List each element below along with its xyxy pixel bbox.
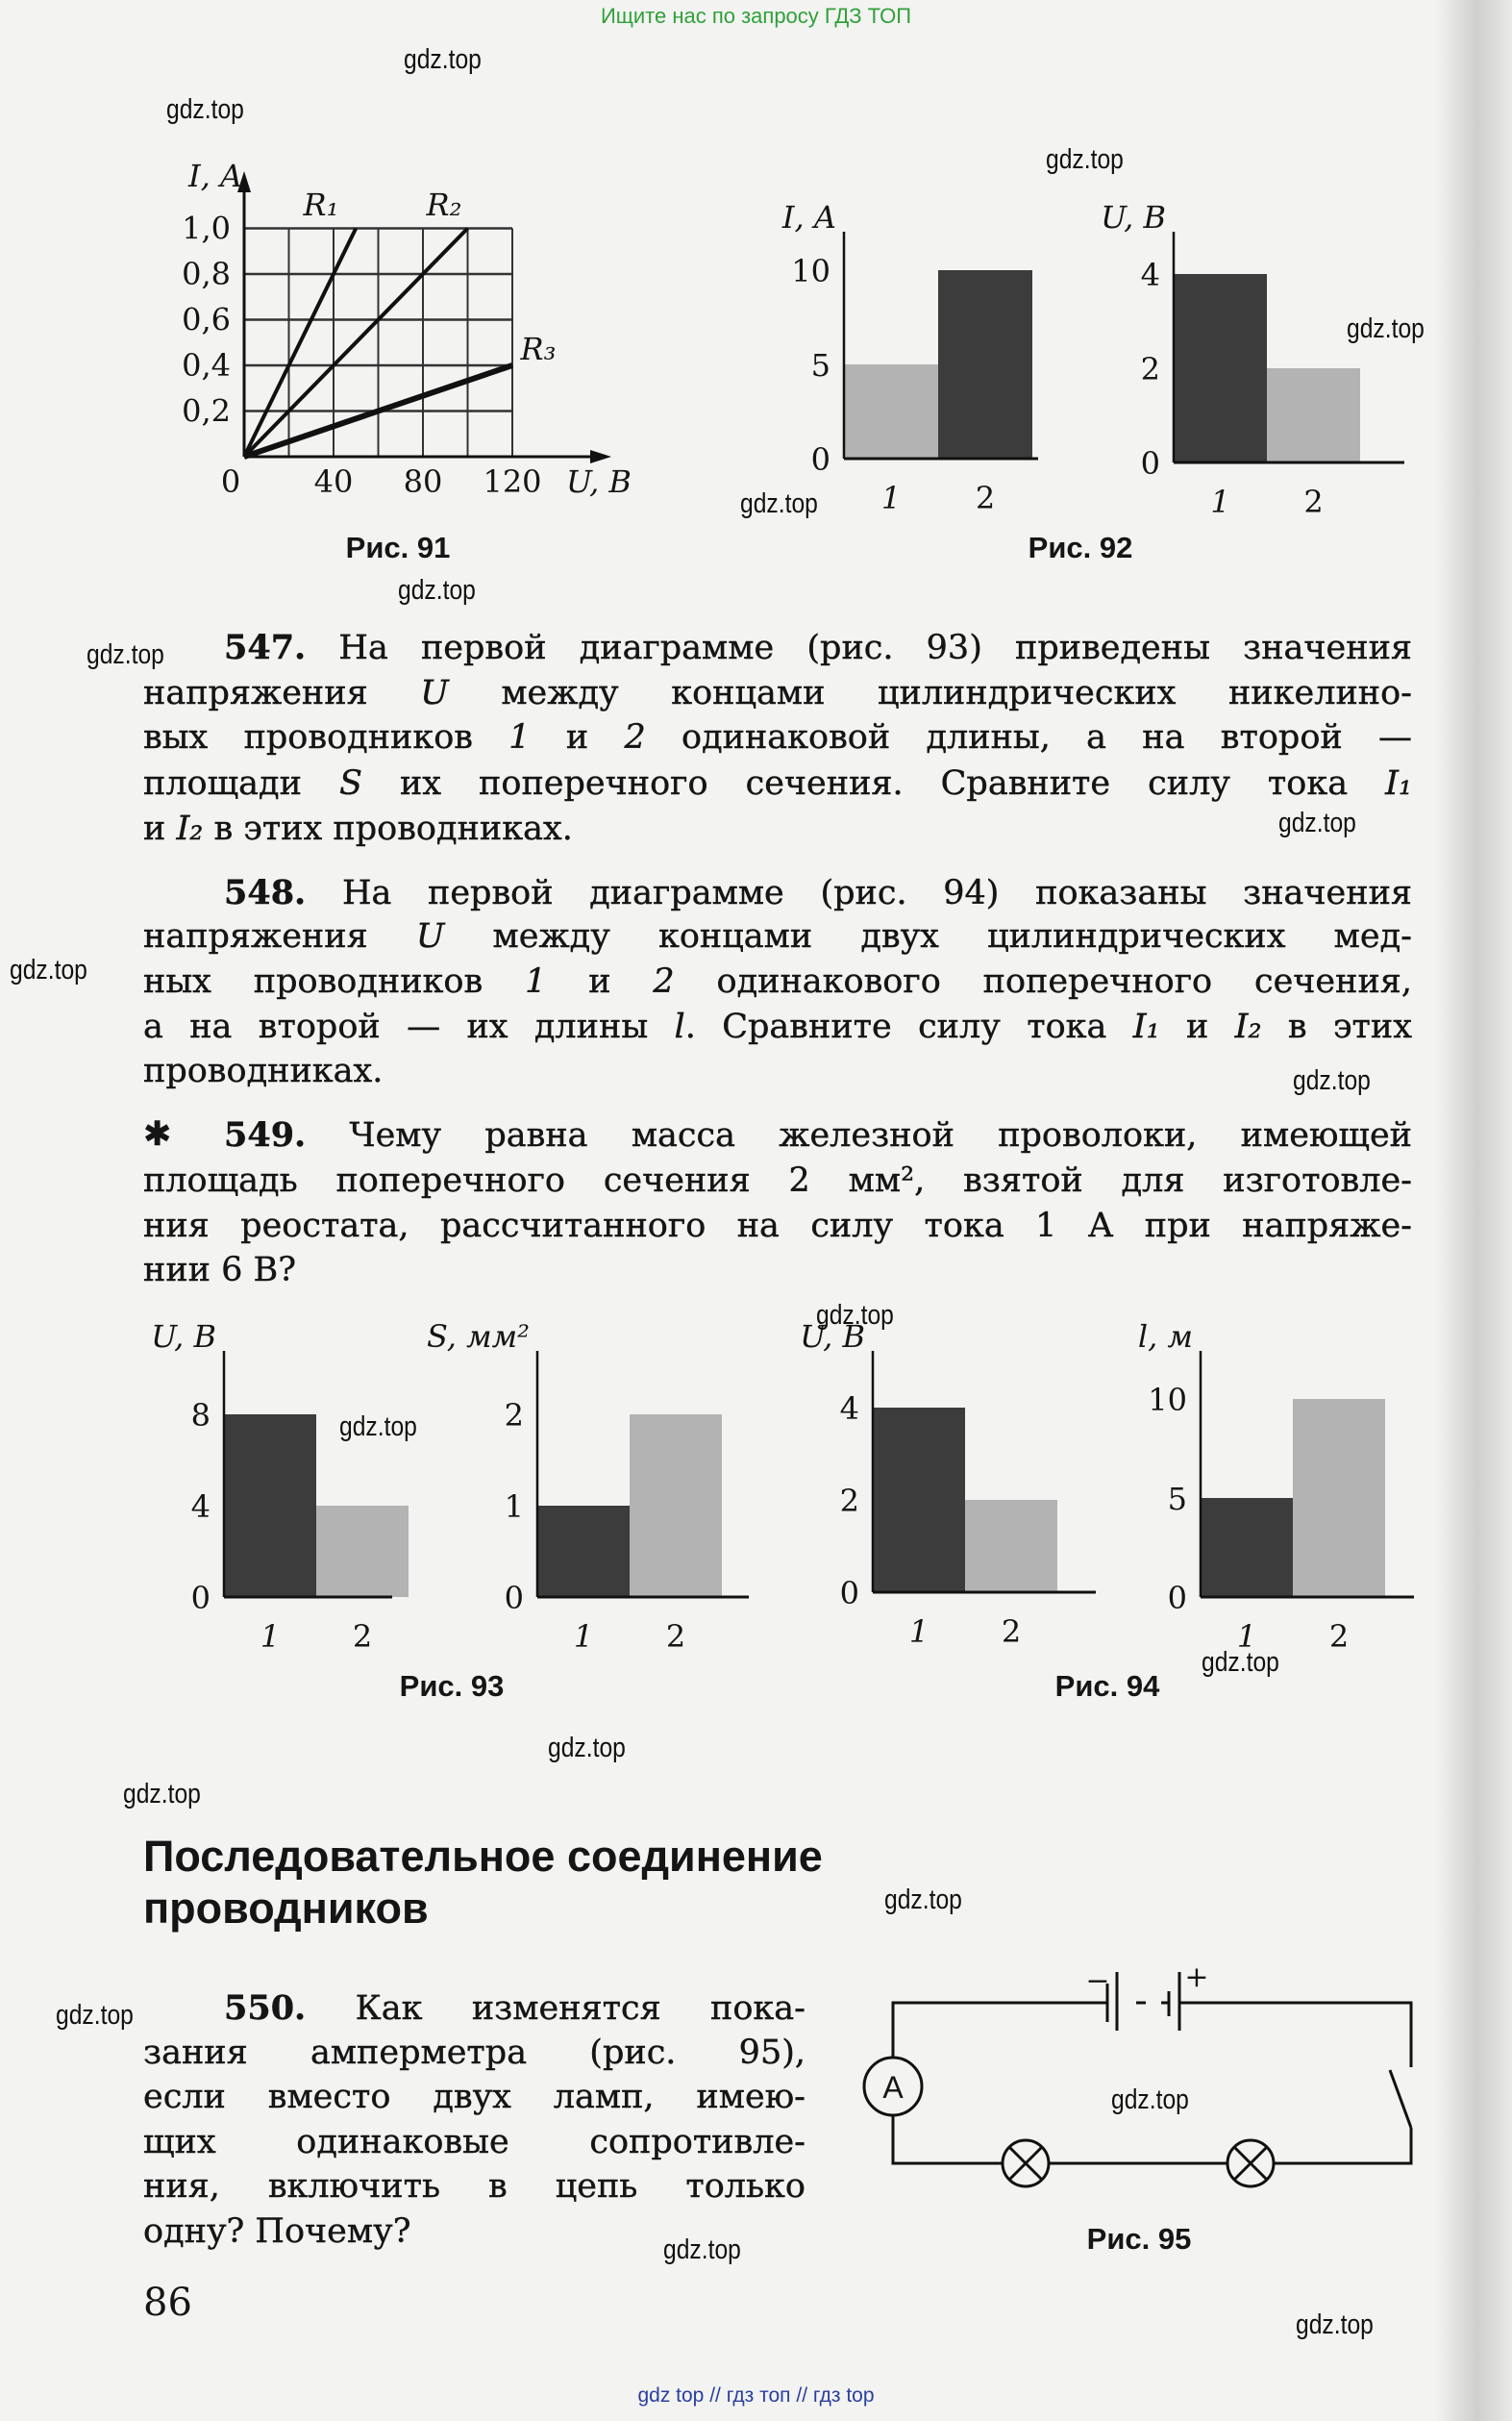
fig93b-category-label: 1 — [573, 1618, 594, 1655]
text-segment: в этих — [1261, 1008, 1412, 1046]
fig91-x-tick: 120 — [483, 463, 542, 500]
fig92b-y-tick: 2 — [1140, 351, 1160, 387]
fig94b-y-tick: 10 — [1148, 1382, 1187, 1418]
watermark-text: gdz.top — [1202, 1647, 1279, 1678]
fig91-line-label: R₁ — [303, 187, 339, 223]
fig92a-category-label: 1 — [880, 480, 902, 516]
text-segment: а на второй — их длины — [143, 1008, 675, 1046]
text-segment: одну? Почему? — [143, 2212, 411, 2251]
fig92b-y-tick: 0 — [1140, 445, 1160, 482]
text-segment: ния, включить в цепь только — [143, 2167, 806, 2206]
text-segment: Как изменятся пока- — [306, 1989, 806, 2028]
fig91-line-label: R₃ — [520, 331, 557, 367]
fig92a-y-tick: 5 — [810, 347, 830, 384]
fig91-x-tick: 40 — [313, 463, 354, 500]
fig93b-category-label: 2 — [665, 1618, 686, 1655]
fig92a-y-label: I, A — [781, 199, 836, 236]
fig94a-y-tick: 0 — [839, 1575, 859, 1611]
fig94b-category-label: 1 — [1236, 1618, 1257, 1655]
problem-548-line — [143, 1008, 1412, 1052]
text-segment: напряжения — [143, 674, 421, 712]
problem-550-line — [143, 2123, 806, 2167]
problem-550-line — [143, 2034, 806, 2078]
switch-icon — [1390, 2070, 1411, 2128]
caption-fig92: Рис. 92 — [1028, 531, 1133, 564]
fig95-plus-sign: + — [1184, 1960, 1209, 1994]
watermark-text: gdz.top — [548, 1733, 626, 1763]
lamp-cross — [1234, 2147, 1267, 2180]
fig94b-category-label: 2 — [1328, 1618, 1350, 1655]
text-segment: На первой диаграмме (рис. 94) показаны значения — [306, 874, 1412, 912]
watermark-text: gdz.top — [1347, 313, 1425, 344]
top-banner[interactable]: Ищите нас по запросу ГДЗ ТОП — [600, 4, 912, 28]
fig92a-bar-1 — [844, 364, 938, 459]
fig94a-category-label: 1 — [908, 1613, 930, 1650]
fig91-line-label: R₂ — [426, 187, 462, 223]
fig94b-y-label: l, м — [1137, 1318, 1193, 1355]
section-heading-line-2: проводников — [143, 1884, 429, 1933]
fig94a-bar-2 — [965, 1500, 1057, 1592]
fig93a-y-tick: 0 — [190, 1580, 211, 1616]
watermark-text: gdz.top — [1046, 144, 1124, 175]
problem-549-line — [224, 1115, 1412, 1160]
fig94a-category-label: 2 — [1001, 1613, 1022, 1650]
fig91-x-arrow — [590, 450, 611, 463]
problem-547-line — [224, 628, 1412, 672]
watermark-text: gdz.top — [10, 955, 87, 986]
text-segment: I₁ — [1132, 1008, 1160, 1046]
section-heading-line-1: Последовательное соединение — [143, 1832, 823, 1881]
text-segment: I₁ — [1385, 764, 1412, 803]
fig93a-category-label: 1 — [260, 1618, 281, 1655]
caption-fig94: Рис. 94 — [1054, 1669, 1160, 1703]
fig94a-y-tick: 4 — [839, 1390, 859, 1427]
text-segment: S — [338, 764, 362, 803]
problem-548-line — [143, 1052, 1412, 1096]
text-segment: 2 — [624, 718, 646, 757]
watermark-text: gdz.top — [1278, 808, 1356, 838]
page-number: 86 — [143, 2281, 192, 2325]
problem-550-line — [224, 1988, 806, 2033]
text-segment: одинакового поперечного сечения, — [674, 962, 1412, 1001]
fig93b-y-tick: 2 — [504, 1397, 524, 1434]
problem-547-line — [143, 810, 1412, 854]
text-segment: в этих проводниках. — [203, 810, 573, 848]
fig91-y-tick: 0,4 — [182, 347, 231, 384]
text-segment: U — [420, 674, 449, 712]
fig93a-y-tick: 4 — [190, 1488, 211, 1525]
lamp-cross — [1009, 2147, 1042, 2180]
text-segment: На первой диаграмме (рис. 93) приведены значения — [306, 629, 1412, 667]
watermark-text: gdz.top — [404, 44, 482, 75]
problem-number: 547. — [224, 628, 307, 667]
text-segment: ных проводников — [143, 962, 526, 1001]
fig95-minus-sign: − — [1085, 1964, 1110, 1998]
problem-number: 549. — [224, 1115, 307, 1155]
watermark-text: gdz.top — [816, 1300, 894, 1331]
fig91-y-tick: 0,6 — [182, 301, 231, 338]
fig92a-y-tick: 0 — [810, 441, 830, 478]
fig91-x-tick: 0 — [220, 463, 241, 500]
fig93a-y-tick: 8 — [190, 1397, 211, 1434]
text-segment: I₂ — [1234, 1008, 1262, 1046]
fig94b-bar-2 — [1293, 1399, 1385, 1597]
watermark-text: gdz.top — [884, 1884, 962, 1915]
ammeter-label: A — [882, 2070, 904, 2105]
watermark-text: gdz.top — [740, 488, 818, 519]
text-segment: их поперечного сечения. Сравните силу тока — [361, 764, 1386, 803]
fig93a-category-label: 2 — [352, 1618, 373, 1655]
fig94a-y-label: U, B — [800, 1318, 865, 1355]
text-segment: ния реостата, рассчитанного на силу тока 1 А при напряже- — [143, 1207, 1412, 1245]
watermark-text: gdz.top — [1293, 1065, 1371, 1096]
fig91-y-label: I, A — [187, 158, 243, 194]
problem-547-line — [143, 764, 1412, 809]
problem-548-line — [224, 873, 1412, 917]
caption-fig93: Рис. 93 — [399, 1669, 505, 1703]
watermark-text: gdz.top — [1296, 2309, 1374, 2340]
watermark-text: gdz.top — [339, 1411, 417, 1442]
text-segment: и — [530, 718, 625, 757]
fig92b-category-label: 1 — [1210, 484, 1230, 520]
problem-549-line — [143, 1161, 1412, 1206]
fig94b-y-tick: 0 — [1167, 1580, 1187, 1616]
text-segment: вых проводников — [143, 718, 509, 757]
text-segment: 2 — [653, 962, 675, 1001]
fig92b-y-label: U, B — [1101, 199, 1166, 236]
footer-links[interactable]: gdz top // гдз топ // гдз top — [637, 2384, 875, 2407]
fig93a-y-label: U, B — [151, 1318, 216, 1355]
text-segment: щих одинаковые сопротивле- — [143, 2123, 806, 2161]
text-segment: U — [415, 917, 445, 956]
fig94b-bar-1 — [1201, 1498, 1293, 1597]
watermark-text: gdz.top — [663, 2234, 741, 2265]
text-segment: проводниках. — [143, 1052, 384, 1090]
difficulty-star-icon: ✱ — [143, 1115, 172, 1154]
text-segment: 1 — [525, 962, 547, 1001]
fig92b-category-label: 2 — [1303, 484, 1324, 520]
fig92a-y-tick: 10 — [791, 253, 830, 289]
problem-550-line — [143, 2167, 806, 2211]
fig94b-y-tick: 5 — [1167, 1481, 1187, 1517]
fig92a-bar-2 — [938, 270, 1032, 459]
text-segment: нии 6 В? — [143, 1251, 296, 1289]
fig91-y-tick: 0,2 — [182, 392, 231, 430]
text-segment: площади — [143, 764, 339, 803]
problem-549-line — [143, 1251, 1412, 1295]
problem-549-line — [143, 1207, 1412, 1251]
watermark-text: gdz.top — [87, 639, 164, 670]
fig93b-y-tick: 1 — [504, 1488, 524, 1525]
problem-number: 548. — [224, 873, 307, 912]
fig93a-bar-1 — [224, 1414, 316, 1597]
text-segment: площадь поперечного сечения 2 мм², взятой для изготовле- — [143, 1161, 1412, 1200]
problem-number: 550. — [224, 1988, 307, 2028]
text-segment: и — [1159, 1008, 1235, 1046]
fig93b-bar-1 — [537, 1506, 630, 1597]
watermark-text: gdz.top — [56, 2000, 134, 2031]
fig93a-bar-2 — [316, 1506, 409, 1597]
caption-fig95: Рис. 95 — [1086, 2222, 1192, 2256]
watermark-text: gdz.top — [166, 94, 244, 125]
problem-548-line — [143, 917, 1412, 961]
fig91-y-tick: 1,0 — [182, 210, 231, 247]
text-segment: 1 — [508, 718, 531, 757]
fig91-x-label: U, B — [566, 463, 632, 500]
fig92b-bar-1 — [1174, 274, 1267, 462]
problem-547-line — [143, 718, 1412, 762]
text-segment: Чему равна масса железной проволоки, имеющей — [306, 1116, 1412, 1155]
caption-fig91: Рис. 91 — [345, 531, 451, 564]
problem-548-line — [143, 962, 1412, 1007]
text-segment: напряжения — [143, 917, 416, 956]
fig91-line-2 — [244, 229, 468, 458]
fig92b-y-tick: 4 — [1140, 257, 1160, 293]
fig92a-category-label: 2 — [975, 480, 996, 516]
fig91-y-tick: 0,8 — [182, 256, 231, 292]
fig91-x-tick: 80 — [403, 463, 443, 500]
fig95-wires — [893, 2003, 1411, 2163]
text-segment: и — [546, 962, 654, 1001]
text-segment: . Сравните силу тока — [684, 1008, 1133, 1046]
watermark-text: gdz.top — [123, 1779, 201, 1810]
problem-547-line — [143, 674, 1412, 718]
text-segment: и — [143, 810, 177, 848]
text-segment: если вместо двух ламп, имею- — [143, 2078, 806, 2116]
problem-550-line — [143, 2078, 806, 2122]
watermark-text: gdz.top — [1111, 2084, 1189, 2115]
fig93b-y-label: S, мм² — [426, 1318, 530, 1355]
fig93b-y-tick: 0 — [504, 1580, 524, 1616]
text-segment: l — [674, 1008, 685, 1046]
fig93b-bar-2 — [630, 1414, 722, 1597]
watermark-text: gdz.top — [398, 575, 476, 606]
fig94a-y-tick: 2 — [839, 1483, 859, 1519]
text-segment: зания амперметра (рис. 95), — [143, 2034, 806, 2072]
fig94a-bar-1 — [873, 1408, 965, 1592]
text-segment: одинаковой длины, а на второй — — [645, 718, 1412, 757]
text-segment: между концами цилиндрических никелино- — [448, 674, 1413, 712]
fig92b-bar-2 — [1267, 368, 1360, 462]
text-segment: I₂ — [176, 810, 204, 848]
text-segment: между концами двух цилиндрических мед- — [444, 917, 1412, 956]
